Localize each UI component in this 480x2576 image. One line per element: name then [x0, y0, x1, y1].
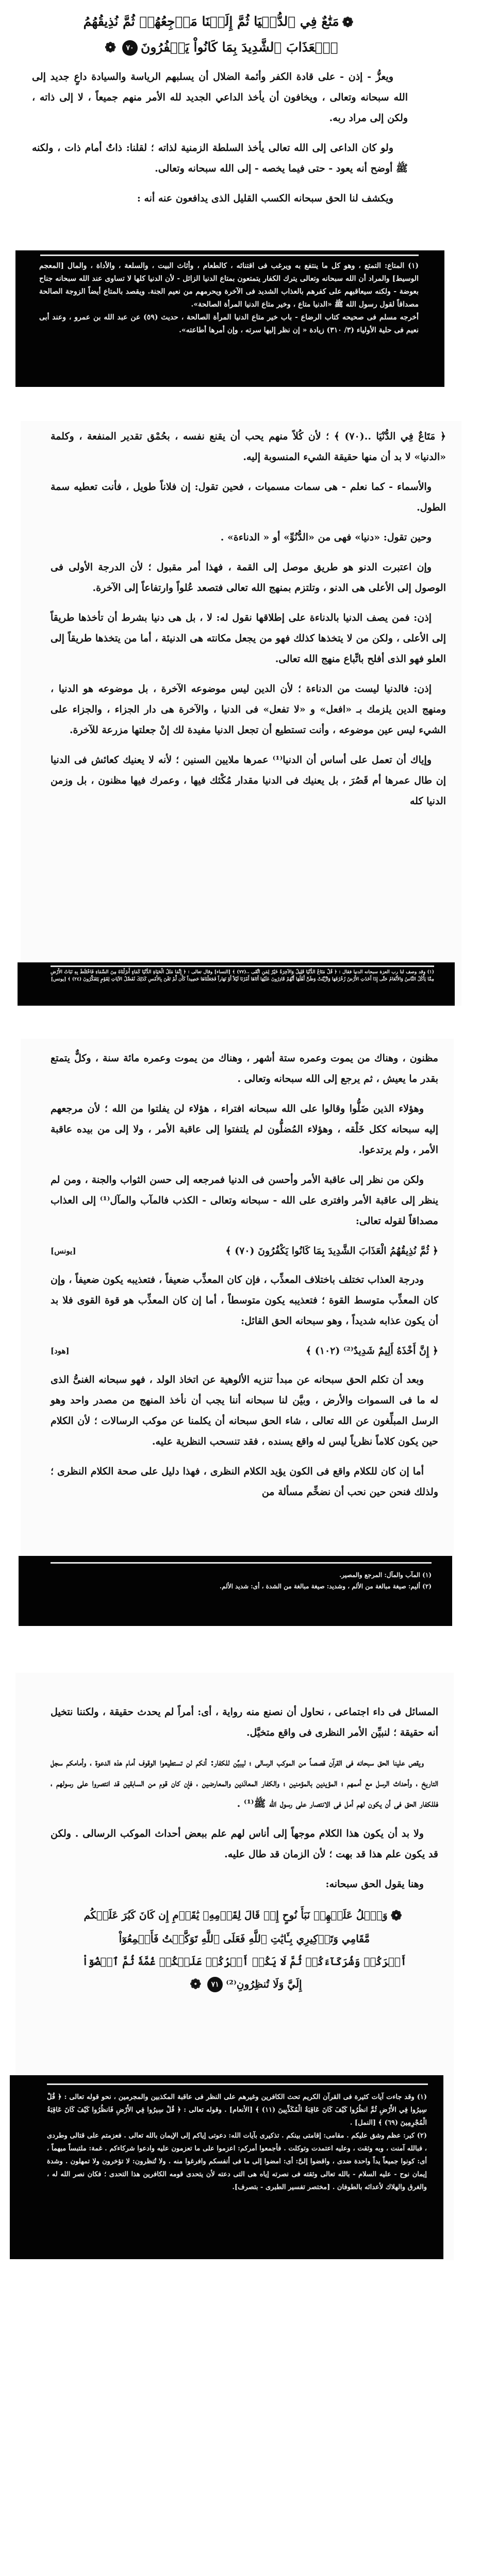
paragraph: ويقص علينا الحق سبحانه فى القرآن قصصاً من الموكب الرسالى ؛ ليبيِّن للكفار: أنكم لن تستطيعوا الوقوف أمام هذه الدعوة ، وأمامكم سجل التاريخ ، وأحداث الرسل مع أممهم ؛ المؤيدين بالمؤمنين ؛ والكفار المعانَدين والمعارضين ، فإن كان قوم من السابقين قد انتصروا على رسولهم ، فللكفار الحق فى أن يكون لهم أمل فى الانتصار على رسول الله ﷺ⁽¹⁾ .: [51, 1757, 438, 1809]
page-2: [21, 421, 461, 1006]
paragraph: وإن اعتبرت الدنو هو طريق موصل إلى القمة ، فهذا أمر مقبول ؛ لأن الدرجة الأولى فى الوصول إلى الأعلى هى الدنو ، وتلتزم بمنهج الله تعالى فتصعد عُلواً وارتفاعاً إلى الآخرة.: [51, 562, 446, 594]
paragraph: ودرجة العذاب تختلف باختلاف المعذِّب ، فإن كان المعذِّب ضعيفاً ، فتعذيبه يكون ضعيفاً ، وإن كان المعذِّب متوسط القوة ؛ فتعذيبه يكون متوسطاً ، أما إن كان المعذِّب هو قوة القوى فلا بد أن يكون عذابه شديداً ، وهو سبحانه الحق القائل:: [51, 1274, 438, 1327]
paragraph: أما إن كان للكلام واقع فى الكون يؤيد الكلام النظرى ، فهذا دليل على صحة الكلام النظرى ؛ ولذلك فنحن حين نحب أن نضخِّم مسألة من: [51, 1466, 438, 1498]
quran-quote: [51, 1341, 438, 1361]
paragraph: وإياك أن تعمل على أساس أن الدنيا⁽¹⁾ عمرها ملايين السنين ؛ لأنه لا يعنيك كعائش فى الدنيا إن طال عمرها أم قَصُرَ ، بل يعنيك فى الدنيا مقدار مُكْثك فيها ، وعمرك فيها مظنون ، بل وزمن الدنيا كله: [51, 754, 446, 807]
verse-text: إِلَيَّ وَلَا تُنظِرُونِ⁽²⁾: [226, 1977, 302, 1990]
footnote-divider: [40, 255, 419, 256]
footnote-divider: [51, 965, 434, 967]
footnotes: [51, 969, 434, 983]
footnote-divider: [47, 2083, 428, 2085]
footnote-box: [19, 1556, 452, 1626]
page-1: [0, 0, 480, 387]
quote-text: ﴿ ثُمَّ نُذِيقُهُمُ الْعَذَابَ الشَّدِيدَ بِمَا كَانُوا يَكْفُرُونَ (٧٠) ﴾: [225, 1245, 438, 1257]
ayah-number-marker: ٧١: [207, 1977, 223, 1992]
footnotes: [47, 2091, 427, 2194]
footnote-box: [10, 2075, 443, 2259]
page-4: [15, 1673, 454, 2260]
paragraph: وهنا يقول الحق سبحانه:: [325, 1878, 424, 1890]
verse-close-ornament-icon: ❁: [190, 1977, 202, 1992]
verse-open-ornament-icon: ❁: [342, 14, 354, 30]
paragraph: مظنون ، وهناك من يموت وعمره ستة أشهر ، وهناك من يموت وعمره مائة سنة ، وكلٌّ يتمتع بقدر ما يعيش ، ثم يرجع إلى الله سبحانه وتعالى .: [51, 1053, 438, 1084]
footnote-box: [18, 962, 455, 1006]
paragraph: ولو كان الداعى إلى الله تعالى يأخذ السلطة الزمنية لذاته ؛ لقلنا: ذاتٌ أمام ذات ، ولكنه ﷺ أوضح أنه يعود - حتى فيما يخصه - إلى الله سبحانه وتعالى.: [32, 142, 408, 174]
paragraph: ويكشف لنا الحق سبحانه الكسب القليل الذى يدافعون عنه أنه :: [137, 193, 393, 204]
verse-text: ٱلۡعَذَابَ ٱلشَّدِيدَ بِمَا كَانُواْ يَكۡفُرُونَ: [140, 39, 338, 55]
verse-open-ornament-icon: ❁: [390, 1908, 402, 1924]
footnote-divider: [51, 1562, 432, 1564]
footnote-item: (١) وقد جاءت آيات كثيرة فى القرآن الكريم تحث الكافرين وغيرهم على النظر فى عاقبة المكذبين والمجرمين ، نحو قوله تعالى : ﴿ قُلْ سِيرُوا فِي الأَرْضِ ثُمَّ انظُرُوا كَيْفَ كَانَ عَاقِبَةُ الْمُكَذِّبِينَ (١١) ﴾ [الأنعام] . وقوله تعالى : ﴿ قُلْ سِيرُوا فِي الأَرْضِ فَانظُرُوا كَيْفَ كَانَ عَاقِبَةُ الْمُجْرِمِينَ (٦٩) ﴾ [النمل] .: [47, 2093, 427, 2127]
page-3-body: [51, 1048, 438, 1512]
paragraph: وهؤلاء الذين ضَلُّوا وقالوا على الله سبحانه افتراء ، هؤلاء لن يفلتوا من الله ؛ لأن مرجعهم إليه سبحانه ككل خَلْقه ، وهؤلاء المُضلُّون لم يلتفتوا إلى عاقبة الأمر ، ولا إلى من بيده عاقبة الأمر ، ولم يرتدعوا.: [51, 1103, 438, 1156]
quran-verse-line: مَّقَامِي وَتَذۡكِيرِي بِـَٔايَٰتِ ٱللَّهِ فَعَلَى ٱللَّهِ تَوَكَّلۡتُ فَأَجۡمِعُوٓاْ: [119, 1932, 370, 1945]
footnotes: [51, 1569, 432, 1592]
paragraph: إذن: فمن يصف الدنيا بالدناءة على إطلاقها نقول له: لا ، بل هى دنيا بشرط أن تأخذها طريقاً إلى الأعلى ، ولكن من لا يتخذها كذلك فهو من يجعل مكانته هى الدنيئة ، أما من يتخذها طريقاً إلى العلو فهو الذى أفلح باتِّباع منهج الله تعالى.: [51, 612, 446, 665]
paragraph: وحين تقول: «دنيا» فهى من «الدُّنُوِّ» أو « الدناءة» .: [220, 532, 432, 543]
paragraph: إذن: فالدنيا ليست من الدناءة ؛ لأن الدين ليس موضوعه الآخرة ، بل موضوعه هو الدنيا ، ومنهج الدين يلزمك بـ «افعل» و «لا تفعل» فى الدنيا ، والآخرة هى دار الجزاء ، والجزاء على الشيء ليس عين موضوعه ، وأنت تستطيع أن تجعل الدنيا مفيدة لك إنْ جعلتها مزرعة للآخرة.: [51, 683, 446, 736]
quote-text: ﴿ إِنَّ أَخْذَهُ أَلِيمٌ شَدِيدٌ⁽²⁾ (١٠٢) ﴾: [305, 1345, 438, 1357]
quran-verse-line: [51, 1904, 438, 1927]
footnote-item: (١) المآب والمآل: المرجع والمصير.: [339, 1571, 432, 1579]
quran-quote: [51, 1241, 438, 1261]
paragraph: ويعزُّ - إذن - على قادة الكفر وأئمة الضلال أن يسلبهم الرياسة والسيادة داعٍ جديد إلى الله سبحانه وتعالى ، ويخافون أن يأخذ الداعي الجديد لله الأمر منهم جميعاً ، لا إلى ذاته ، ولكن إلى مراد ربه.: [32, 71, 408, 124]
ayah-number-marker: ٧٠: [122, 40, 138, 56]
page-2-body: [51, 426, 446, 821]
verse-text: مَتَٰعٌ فِي ٱلدُّنۡيَا ثُمَّ إِلَيۡنَا مَرۡجِعُهُمۡ ثُمَّ نُذِيقُهُمُ: [83, 14, 339, 29]
footnotes: [39, 260, 419, 337]
footnote-item: أخرجه مسلم فى صحيحه كتاب الرضاع - باب خير متاع الدنيا المرأة الصالحة ، حديث (٥٩) عن عبد الله بن عمرو ، وعند أبى نعيم فى حلية الأولياء (٣/ ٣١٠) زيادة « إن نظر إليها سرته ، وإن أمرها أطاعته».: [39, 313, 419, 334]
footnote-item: (١) وقد وصف لنا رب العزة سبحانه الدنيا فقال : ﴿ قُلْ مَتَاعُ الدُّنْيَا قَلِيلٌ وَالآخِرَةُ خَيْرٌ لِمَنِ اتَّقَى ..(٧٧) ﴾ [النساء] وقال تعالى : ﴿ إِنَّمَا مَثَلُ الْحَيَاةِ الدُّنْيَا كَمَاءٍ أَنزَلْنَاهُ مِنَ السَّمَاءِ فَاخْتَلَطَ بِهِ نَبَاتُ الأَرْضِ مِمَّا يَأْكُلُ النَّاسُ وَالأَنْعَامُ حَتَّى إِذَا أَخَذَتِ الأَرْضُ زُخْرُفَهَا وَازَّيَّنَتْ وَظَنَّ أَهْلُهَا أَنَّهُمْ قَادِرُونَ عَلَيْهَا أَتَاهَا أَمْرُنَا لَيْلاً أَوْ نَهَاراً فَجَعَلْنَاهَا حَصِيداً كَأَن لَّمْ تَغْنَ بِالأَمْسِ كَذَلِكَ نُفَصِّلُ الآيَاتِ لِقَوْمٍ يَتَفَكَّرُونَ (٢٤) ﴾ [يونس]: [51, 970, 435, 982]
paragraph: ولا بد أن يكون هذا الكلام موجهاً إلى أناس لهم علم ببعض أحداث الموكب الرسالى . ولكن قد يكون علم هذا قد بهت ؛ لأن الزمان قد طال عليه.: [51, 1828, 438, 1860]
page-3: [21, 1039, 454, 1626]
footnote-item: (٢) أليم: صيغة مبالغة من الألم ، وشديد: صيغة مبالغة من الشدة ، أى: شديد الألم.: [219, 1583, 432, 1590]
page-1-body: [32, 9, 408, 218]
footnote-item: (٢) كبر: عظم وشق عليكم . مقامى: إقامتى بينكم . تذكيرى بآيات الله: دعوتى إياكم إلى الإيمان بالله تعالى . فعزمتم على قتالى وطردى ، فبالله آمنت ، وبه وثقت ، وعليه اعتمدت وتوكلت . فأجمعوا أمركم: اعزموا على ما تعزمون عليه وادعوا شركاءكم . غمة: ملتبساً مبهماً ، أى: كونوا جميعاً يداً واحدة ضدى ، واقضوا إلىَّ: أى: امضوا إلى ما فى أنفسكم وافرغوا منه . ولا تُنظرون: لا تؤخرون ولا تمهلون . وشدة إيمان نوح - عليه السلام - بالله تعالى وثقته فى نصرته إياه هى التى دعته لأن يتحدى قومه الكافرين هذا التحدى ؛ فكان نصر الله له ، والغرق والهلاك لأعدائه بالطوفان . [مختصر تفسير الطبرى - بتصرف].: [47, 2132, 427, 2191]
quran-verse-line: [51, 1973, 438, 1996]
paragraph: المسائل فى داء اجتماعى ، نحاول أن نصنع منه رواية ، أى: أمراً لم يحدث حقيقة ، ولكننا نتخيل أنه حقيقة ؛ لنبيِّن الأمر النظرى فى واقع متخيَّل.: [51, 1706, 438, 1738]
footnote-item: (١) المتاع: التمتع ، وهو كل ما ينتفع به ويرغب فى اقتنائه ، كالطعام ، وأثاث البيت ، والسلعة ، والأداة ، والمال [المعجم الوسيط] والمراد أن الله سبحانه وتعالى يترك الكفار يتمتعون بمتاع الدنيا الزائل - لأن الدنيا كلها لا تساوى عند الله سبحانه جناح بعوضة - ولكنه سيعاقبهم على كفرهم بالعذاب الشديد فى الآخرة ويحرمهم من نعيم الجنة. ويقصد بالمتاع أيضاً الزوجة الصالحة مصداقاً لقول رسول الله ﷺ «الدنيا متاع ، وخير متاع الدنيا المرأة الصالحة».: [39, 262, 419, 309]
quran-verse-line: [32, 9, 408, 35]
paragraph: وبعد أن تكلم الحق سبحانه عن مبدأ تنزيه الألوهية عن اتخاذ الولد ، فهو سبحانه الغنىُّ الذى له ما فى السموات والأرض ، وبيَّن لنا سبحانه أننا يجب أن نأخذ المنهج من مصدر واحد وهو الرسل المبلِّغون عن الله تعالى ، شاء الحق سبحانه أن يكلمنا عن موكب الرسالات ؛ لأن الكلام حين يكون كلاماً نظرياً ليس له واقع يسنده ، فقد تنسحب النظرية عليه.: [51, 1374, 438, 1447]
verse-text: وَٱتۡلُ عَلَيۡهِمۡ نَبَأَ نُوحٍ إِذۡ قَالَ لِقَوۡمِهِۦ يَٰقَوۡمِ إِن كَانَ كَبُرَ عَلَيۡكُم: [84, 1909, 388, 1921]
sura-reference: [يونس]: [51, 1246, 76, 1256]
footnote-box: [15, 250, 444, 387]
paragraph: والأسماء - كما نعلم - هى سمات مسميات ، فحين تقول: إن فلاناً طويل ، فأنت تعطيه سمة الطول.: [51, 481, 446, 513]
paragraph: ﴿ مَتَاعٌ فِي الدُّنْيَا ..(٧٠) ﴾ ؛ لأن كُلاً منهم يحب أن يقنع نفسه ، بحُمْق تقدير المنفعة ، وكلمة «الدنيا» لا بد أن منها حقيقة الشيء المنسوبة إليه.: [51, 431, 446, 463]
page-4-body: [51, 1702, 438, 1996]
sura-reference: [هود]: [51, 1346, 70, 1355]
verse-close-ornament-icon: ❁: [105, 40, 116, 56]
quran-verse-line: [32, 35, 408, 61]
quran-verse-line: أَمۡرَكُمۡ وَشُرَكَآءَكُمۡ ثُمَّ لَا يَكُنۡ أَمۡرُكُمۡ عَلَيۡكُمۡ غُمَّةٗ ثُمَّ ٱقۡضُوٓاْ: [82, 1955, 407, 1968]
paragraph: ولكن من نظر إلى عاقبة الأمر وأحسن فى الدنيا فمرجعه إلى حسن الثواب والجنة ، ومن لم ينظر إلى عاقبة الأمر وافترى على الله - سبحانه وتعالى - الكذب فالمآب والمآل⁽¹⁾ إلى العذاب مصداقاً لقوله تعالى:: [51, 1174, 438, 1227]
